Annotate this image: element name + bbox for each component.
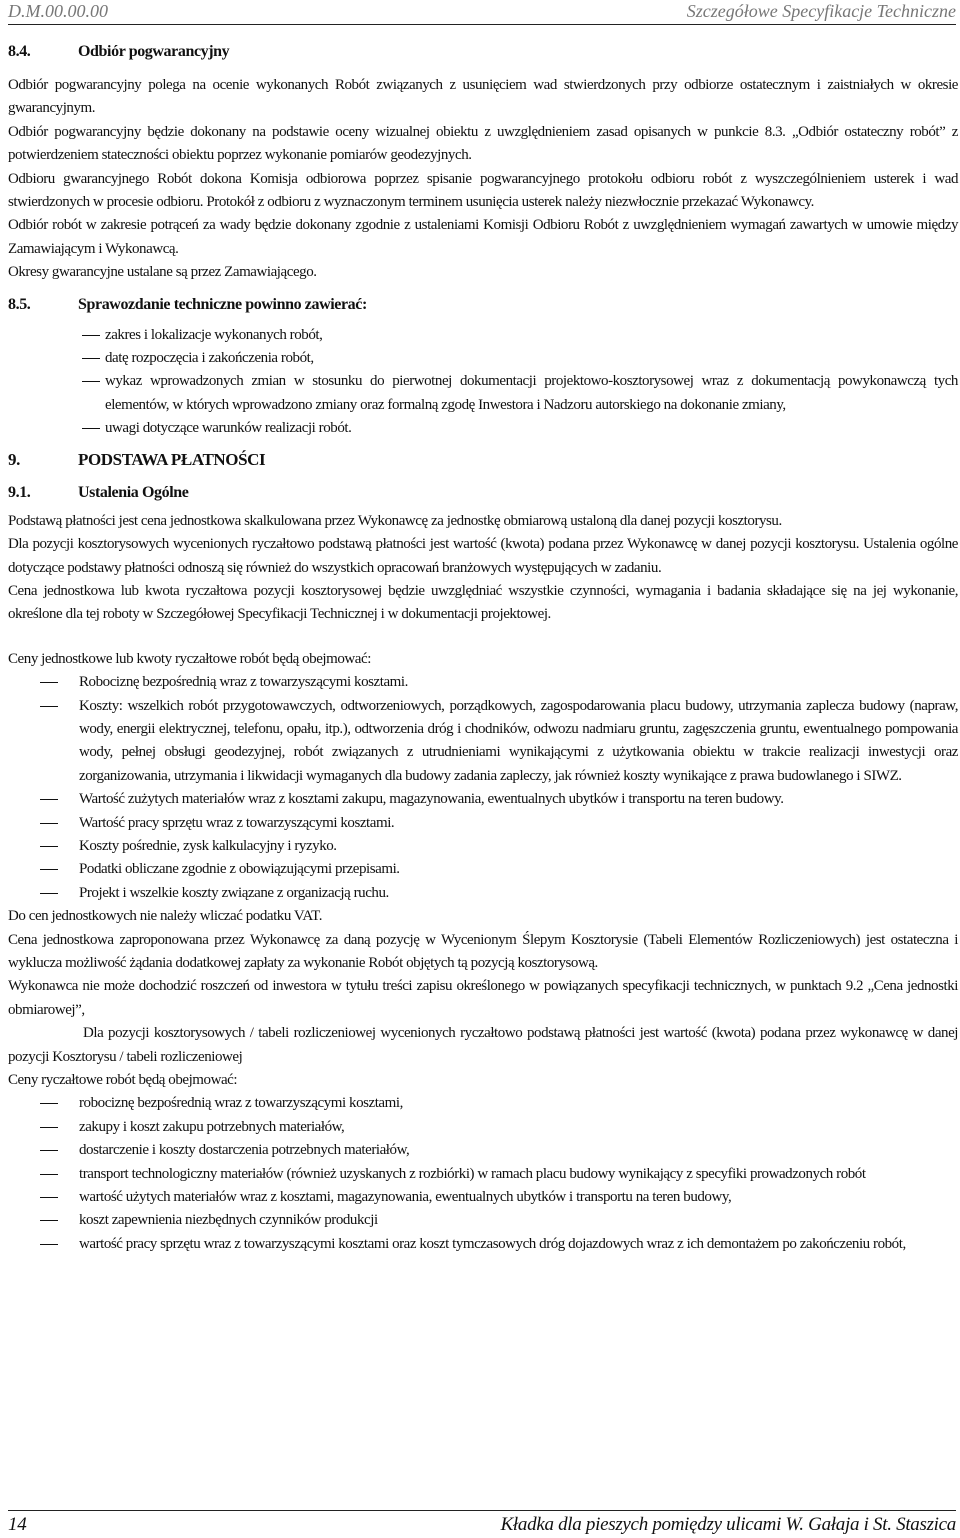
heading-8-5 bbox=[8, 294, 958, 316]
paragraph: Dla pozycji kosztorysowych wycenionych ryczałtowo podstawą płatności jest wartość (kwota) podana przez Wykonawcę w danej pozycji kosztorysu. Ustalenia ogólne dotyczące podstawy płatności odnoszą się również do wszystkich opracowań branżowych występujących w zadaniu. bbox=[8, 536, 958, 576]
heading-number: 9. bbox=[8, 449, 20, 469]
list-item: dostarczenie i koszty dostarczenia potrzebnych materiałów, bbox=[8, 1139, 958, 1162]
unit-price-components-list bbox=[8, 671, 958, 905]
page-header bbox=[8, 0, 956, 25]
list-item: koszt zapewnienia niezbędnych czynników produkcji bbox=[8, 1209, 958, 1232]
paragraph: Wykonawca nie może dochodzić roszczeń od inwestora w tytułu treści zapisu określonego w powiązanych specyfikacji technicznych, w punktach 9.2 „Cena jednostki obmiarowej”, bbox=[8, 978, 958, 1018]
paragraph: Odbioru gwarancyjnego Robót dokona Komisja odbiorowa poprzez spisanie pogwarancyjnego protokołu odbioru robót z wyszczególnieniem usterek i wad stwierdzonych w procesie odbioru. Protokół z odbioru z wyznaczonym terminem usunięcia usterek należy niezwłocznie przekazać Wykonawcy. bbox=[8, 170, 958, 211]
page-footer bbox=[8, 1510, 956, 1537]
heading-title: Sprawozdanie techniczne powinno zawierać: bbox=[78, 295, 367, 313]
list-item: Wartość zużytych materiałów wraz z kosztami zakupu, magazynowania, ewentualnych ubytków i transportu na teren budowy. bbox=[8, 788, 958, 811]
list-intro: Ceny ryczałtowe robót będą obejmować: bbox=[8, 1072, 238, 1089]
header-code: D.M.00.00.00 bbox=[8, 1, 108, 21]
page-content bbox=[8, 41, 958, 1256]
list-item: wartość pracy sprzętu wraz z towarzyszącymi kosztami oraz koszt tymczasowych dróg dojazdowych wraz z ich demontażem po zakończeniu robót, bbox=[8, 1233, 958, 1256]
heading-title: Ustalenia Ogólne bbox=[78, 483, 189, 501]
list-item: robociznę bezpośrednią wraz z towarzyszącymi kosztami, bbox=[8, 1092, 958, 1115]
heading-9-1 bbox=[8, 482, 958, 504]
list-item: Robociznę bezpośrednią wraz z towarzyszącymi kosztami. bbox=[8, 671, 958, 694]
heading-8-4 bbox=[8, 41, 958, 63]
heading-9 bbox=[8, 449, 958, 471]
page-number: 14 bbox=[8, 1514, 27, 1535]
footer-title: Kładka dla pieszych pomiędzy ulicami W. Gałaja i St. Staszica bbox=[500, 1514, 956, 1535]
list-intro: Ceny jednostkowe lub kwoty ryczałtowe robót będą obejmować: bbox=[8, 650, 371, 667]
lump-sum-components-list bbox=[8, 1092, 958, 1256]
list-item: transport technologiczny materiałów (również uzyskanych z rozbiórki) w ramach placu budowy wynikający z specyfiki prowadzonych robót bbox=[8, 1163, 958, 1186]
report-contents-list bbox=[8, 324, 958, 441]
heading-number: 9.1. bbox=[8, 483, 31, 501]
list-item: wartość użytych materiałów wraz z kosztami, magazynowania, ewentualnych ubytków i transportu na teren budowy, bbox=[8, 1186, 958, 1209]
list-item: Koszty: wszelkich robót przygotowawczych, odtworzeniowych, porządkowych, zagospodarowania placu budowy, utrzymania zaplecza budowy (napraw, wody, energii elektrycznej, telefonu, opału, itp.), odtworzenia dróg i chodników, odwozu nadmiaru gruntu, zagęszczenia gruntu, ewentualnego pompowania wody, pełnej obsługi geodezyjnej, robót związanych z utrudnieniami wynikającymi z użytkowania obiektu w trakcie realizacji inwestycji oraz zorganizowania, utrzymania i likwidacji wymaganych dla budowy zadania zapleczy, jak również koszty wynikające z prawa budowlanego i SIWZ. bbox=[8, 695, 958, 789]
list-item: wykaz wprowadzonych zmian w stosunku do pierwotnej dokumentacji projektowo-kosztorysowej wraz z dokumentacją powykonawczą tych elementów, w których wprowadzono zmiany oraz formalną zgodę Inwestora i Nadzoru autorskiego na dokonanie zmiany, bbox=[8, 370, 958, 417]
heading-title: PODSTAWA PŁATNOŚCI bbox=[78, 449, 266, 469]
list-item: uwagi dotyczące warunków realizacji robót. bbox=[8, 417, 958, 440]
paragraph: Okresy gwarancyjne ustalane są przez Zamawiającego. bbox=[8, 264, 317, 281]
paragraph: Cena jednostkowa lub kwota ryczałtowa pozycji kosztorysowej będzie uwzględniać wszystkie czynności, wymagania i badania składające się na jej wykonanie, określone dla tej roboty w Szczegółowej Specyfikacji Technicznej i w dokumentacji projektowej. bbox=[8, 582, 958, 623]
heading-number: 8.4. bbox=[8, 43, 31, 60]
vat-note: Do cen jednostkowych nie należy wliczać podatku VAT. bbox=[8, 908, 323, 925]
list-item: zakupy i koszt zakupu potrzebnych materiałów, bbox=[8, 1116, 958, 1139]
header-title: Szczegółowe Specyfikacje Techniczne bbox=[686, 1, 956, 21]
heading-number: 8.5. bbox=[8, 295, 31, 313]
paragraph: Odbiór pogwarancyjny polega na ocenie wykonanych Robót związanych z usunięciem wad stwierdzonych przy odbiorze ostatecznym i zaistniałych w okresie gwarancyjnym. bbox=[8, 77, 958, 117]
indented-paragraph: Dla pozycji kosztorysowych / tabeli rozliczeniowej wycenionych ryczałtowo podstawą płatności jest wartość (kwota) podana przez wykonawcę w danej pozycji Kosztorysu / tabeli rozliczeniowej bbox=[8, 1025, 958, 1065]
paragraph: Odbiór pogwarancyjny będzie dokonany na podstawie oceny wizualnej obiektu z uwzględnieniem zasad opisanych w punkcie 8.3. „Odbiór ostateczny robót” z potwierdzeniem stateczności obiektu poprzez wykonanie pomiarów geodezyjnych. bbox=[8, 123, 958, 164]
list-item: datę rozpoczęcia i zakończenia robót, bbox=[8, 347, 958, 370]
paragraph: Podstawą płatności jest cena jednostkowa skalkulowana przez Wykonawcę za jednostkę obmiarową ustaloną dla danej pozycji kosztorysu. bbox=[8, 512, 782, 529]
list-item: Podatki obliczane zgodnie z obowiązującymi przepisami. bbox=[8, 858, 958, 881]
list-item: Wartość pracy sprzętu wraz z towarzyszącymi kosztami. bbox=[8, 812, 958, 835]
heading-title: Odbiór pogwarancyjny bbox=[78, 43, 230, 60]
paragraph: Cena jednostkowa zaproponowana przez Wykonawcę za daną pozycję w Wycenionym Ślepym Kosztorysie (Tabeli Elementów Rozliczeniowych) jest ostateczna i wyklucza możliwość żądania dodatkowej zapłaty za wykonanie Robót objętych tą pozycją kosztorysową. bbox=[8, 931, 958, 971]
list-item: Projekt i wszelkie koszty związane z organizacją ruchu. bbox=[8, 882, 958, 905]
list-item: Koszty pośrednie, zysk kalkulacyjny i ryzyko. bbox=[8, 835, 958, 858]
list-item: zakres i lokalizacje wykonanych robót, bbox=[8, 324, 958, 347]
paragraph: Odbiór robót w zakresie potrąceń za wady będzie dokonany zgodnie z ustaleniami Komisji Odbioru Robót z uwzględnieniem wymagań zawartych w umowie między Zamawiającym i Wykonawcą. bbox=[8, 217, 958, 257]
